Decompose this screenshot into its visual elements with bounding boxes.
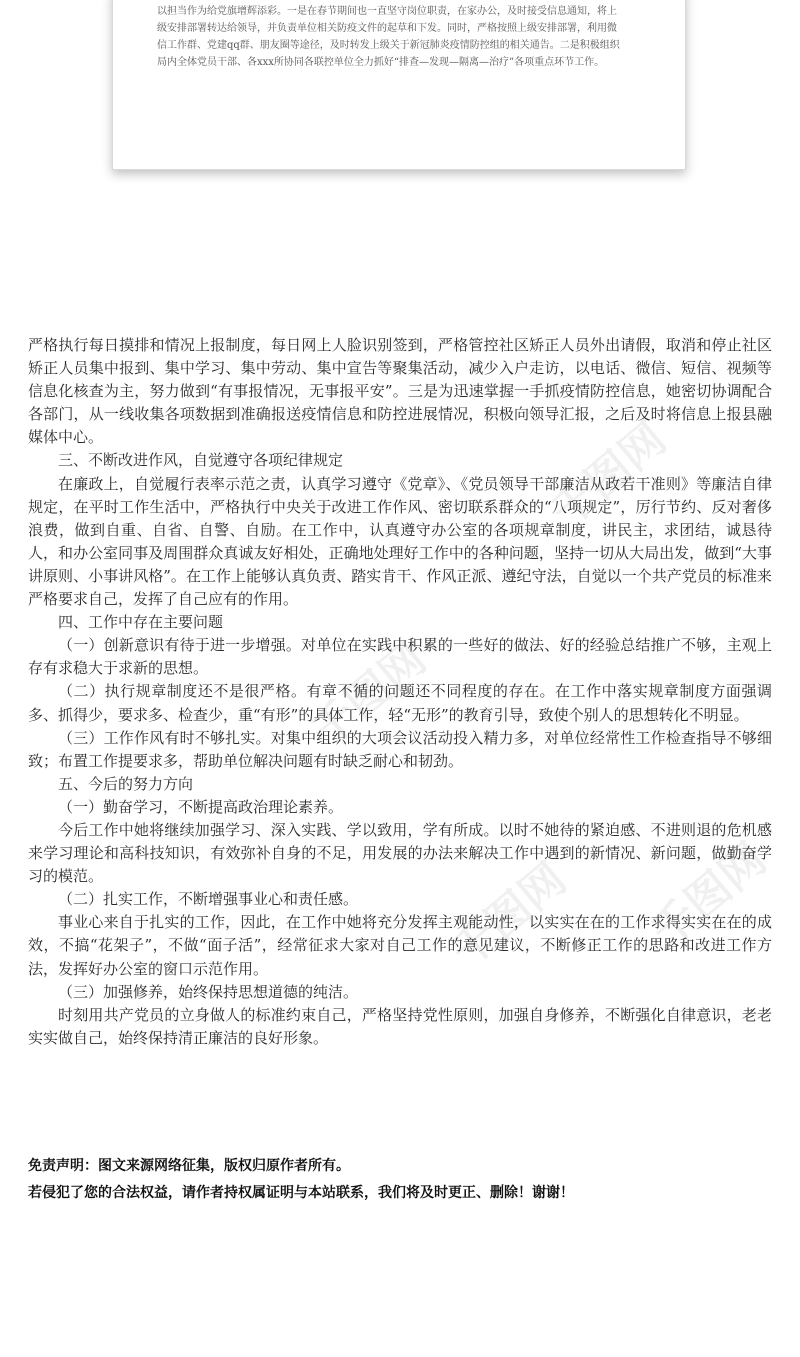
preview-text	[157, 3, 657, 71]
watermark: 千图网	[441, 853, 576, 978]
preview-line: 以担当作为给党旗增辉添彩。一是在春节期间也一直坚守岗位职责，在家办公，及时接受信息通知，将上	[157, 6, 617, 17]
watermark: 千图网	[541, 413, 676, 538]
paragraph: 今后工作中她将继续加强学习、深入实践、学以致用，学有所成。以时不她待的紧迫感、不进则退的危机感来学习理论和高科技知识，有效弥补自身的不足，用发展的办法来解决工作中遇到的新情况、新问题，做勤奋学习的模范。	[28, 820, 772, 886]
section-heading: 三、不断改进作风，自觉遵守各项纪律规定	[58, 451, 344, 470]
section-heading: 五、今后的努力方向	[58, 774, 194, 793]
subheading: （一）勤奋学习，不断提高政治理论素养。	[58, 797, 344, 816]
disclaimer-line-1: 免责声明：图文来源网络征集，版权归原作者所有。	[28, 1158, 350, 1174]
watermark: 千图网	[641, 833, 776, 958]
disclaimer	[28, 1153, 772, 1207]
document-body	[28, 334, 772, 1050]
paragraph: （三）工作作风有时不够扎实。对集中组织的大项会议活动投入精力多，对单位经常性工作检查指导不够细致；布置工作提要求多，帮助单位解决问题有时缺乏耐心和韧劲。	[28, 728, 772, 770]
preview-line: 局内全体党员干部、各xxx所协同各联控单位全力抓好“排查—发现—隔离—治疗”各项重点环节工作。	[157, 57, 605, 68]
disclaimer-line-2: 若侵犯了您的合法权益，请作者持权属证明与本站联系，我们将及时更正、删除！谢谢！	[28, 1185, 574, 1201]
subheading: （三）加强修养，始终保持思想道德的纯洁。	[58, 982, 359, 1001]
paragraph: 时刻用共产党员的立身做人的标准约束自己，严格坚持党性原则，加强自身修养，不断强化自律意识，老老实实做自己，始终保持清正廉洁的良好形象。	[28, 1005, 772, 1047]
watermark: 千图网	[301, 633, 436, 758]
document-preview	[0, 0, 800, 210]
paragraph: （二）执行规章制度还不是很严格。有章不循的问题还不同程度的存在。在工作中落实规章制度方面强调多、抓得少，要求多、检查少，重“有形”的具体工作，轻“无形”的教育引导，致使个别人的思想转化不明显。	[28, 682, 772, 724]
paragraph: （一）创新意识有待于进一步增强。对单位在实践中积累的一些好的做法、好的经验总结推广不够，主观上存有求稳大于求新的思想。	[28, 636, 772, 678]
paragraph: 在廉政上，自觉履行表率示范之责，认真学习遵守《党章》、《党员领导干部廉洁从政若干准则》等廉洁自律规定，在平时工作生活中，严格执行中央关于改进工作作风、密切联系群众的“八项规定”，厉行节约、反对奢侈浪费，做到自重、自省、自警、自励。在工作中，认真遵守办公室的各项规章制度，讲民主，求团结，诚恳待人，和办公室同事及周围群众真诚友好相处，正确地处理好工作中的各种问题，坚持一切从大局出发，做到“大事讲原则、小事讲风格”。在工作上能够认真负责、踏实肯干、作风正派、遵纪守法，自觉以一个共产党员的标准来严格要求自己，发挥了自己应有的作用。	[28, 474, 772, 609]
preview-page	[112, 0, 686, 170]
paragraph: 事业心来自于扎实的工作，因此，在工作中她将充分发挥主观能动性，以实实在在的工作求得实实在在的成效，不搞“花架子”，不做“面子活”，经常征求大家对自己工作的意见建议，不断修正工作的思路和改进工作方法，发挥好办公室的窗口示范作用。	[28, 913, 772, 978]
section-heading: 四、工作中存在主要问题	[58, 613, 224, 632]
preview-line: 信工作群、党建qq群、朋友圈等途径，及时转发上级关于新冠肺炎疫情防控组的相关通告。二是积极组织	[157, 40, 620, 51]
paragraph: 严格执行每日摸排和情况上报制度，每日网上人脸识别签到，严格管控社区矫正人员外出请假，取消和停止社区矫正人员集中报到、集中学习、集中劳动、集中宣告等聚集活动，减少入户走访，以电话、微信、短信、视频等信息化核查为主，努力做到“有事报情况，无事报平安”。三是为迅速掌握一手抓疫情防控信息，她密切协调配合各部门，从一线收集各项数据到准确报送疫情信息和防控进展情况，积极向领导汇报，之后及时将信息上报县融媒体中心。	[28, 336, 772, 447]
subheading: （二）扎实工作，不断增强事业心和责任感。	[58, 890, 359, 909]
preview-line: 级安排部署转达给领导，并负责单位相关防疫文件的起草和下发。同时，严格按照上级安排部署，利用微	[157, 23, 617, 34]
